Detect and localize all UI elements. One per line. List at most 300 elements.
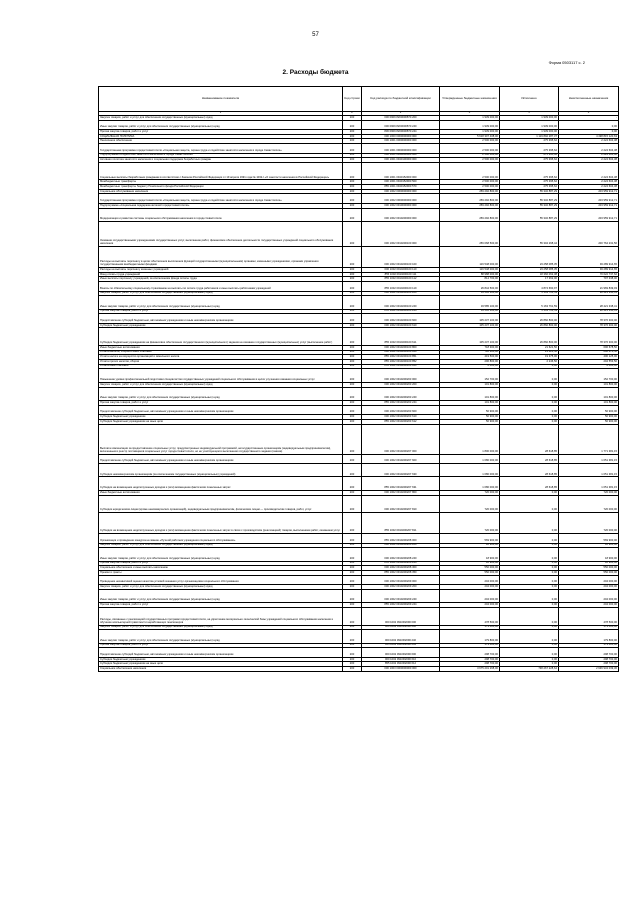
row-code: 200 (343, 323, 362, 328)
row-code: 200 (343, 415, 362, 420)
row-approved: 2 500 000,00 (440, 139, 500, 144)
table-row (99, 424, 619, 454)
row-unexecuted: 78 376 300,00 (559, 314, 619, 323)
row-code: 200 (343, 158, 362, 163)
row-unexecuted: 1 051 381,15 (559, 477, 619, 491)
row-classification: 855 1002 0910200203 612 (362, 419, 440, 424)
row-name: Закупка товаров, работ и услуг для обеспечения государственных (муниципальных) нужд (99, 625, 343, 630)
row-classification: 000 1000 0000000000 000 (362, 134, 440, 139)
row-approved: 720 000,00 (440, 495, 500, 513)
row-classification: 000 1002 0910200203 600 (362, 405, 440, 414)
row-code: 200 (343, 120, 362, 129)
row-unexecuted: 179 800,00 (559, 643, 619, 648)
row-approved: 1 080 000,00 (440, 463, 500, 477)
row-executed: 23 258 085,35 (500, 247, 559, 268)
row-name: Закупка товаров, работ и услуг для обеспечения государственных (муниципальных) нужд (99, 382, 343, 387)
row-classification: 000 1002 0910200209 240 (362, 589, 440, 603)
row-executed: 0,00 (500, 625, 559, 630)
row-approved: 256 068 500,00 (440, 222, 500, 247)
row-unexecuted: 797 338,00 (559, 277, 619, 282)
table-row (99, 667, 619, 672)
row-classification: 000 0909 8200000870 240 (362, 120, 440, 129)
row-approved: 105 237 100,00 (440, 323, 500, 328)
row-name: Расходы на выплаты персоналу казенных учреждений (99, 268, 343, 273)
row-name: Уплата иных платежей (99, 364, 343, 369)
column-number: 6 (559, 112, 619, 116)
row-unexecuted: 28 421 338,41 (559, 291, 619, 296)
row-name: Социальное обеспечение населения (99, 667, 343, 672)
row-classification: 855 1002 0910200208 350 (362, 571, 440, 576)
row-approved: 298 700,00 (440, 662, 500, 667)
row-unexecuted: 2 224 604,38 (559, 162, 619, 180)
row-executed: 55 332 887,29 (500, 203, 559, 208)
row-code: 200 (343, 291, 362, 296)
row-classification: 000 1001 0900000000 000 (362, 144, 440, 153)
row-executed: 0,00 (500, 405, 559, 414)
row-unexecuted: 720 000,00 (559, 495, 619, 513)
table-row (99, 208, 619, 222)
row-name: Социальное обслуживание населения (99, 189, 343, 194)
row-classification: 000 1002 0910200100 800 (362, 345, 440, 350)
row-executed: 55 332 887,29 (500, 194, 559, 203)
row-unexecuted: 2 224 604,38 (559, 139, 619, 144)
row-approved: 259 292 800,00 (440, 194, 500, 203)
row-code: 200 (343, 454, 362, 463)
row-classification: 000 1002 0900000000 000 (362, 194, 440, 203)
row-name: Иные закупки товаров, работ и услуг для обеспечения государственных (муниципальных) нужд (99, 120, 343, 129)
row-executed: 275 395,62 (500, 180, 559, 185)
row-executed: 0,00 (500, 401, 559, 406)
column-number: 2 (343, 112, 362, 116)
row-approved: 298 700,00 (440, 648, 500, 657)
row-unexecuted: 203 959 912,71 (559, 189, 619, 194)
row-name: Иные бюджетные ассигнования (99, 490, 343, 495)
row-classification: 000 1002 0910200203 240 (362, 387, 440, 401)
row-executed: 0,00 (500, 495, 559, 513)
row-executed: 28 618,85 (500, 463, 559, 477)
row-approved: 1 080 000,00 (440, 454, 500, 463)
row-unexecuted: 50 900,00 (559, 405, 619, 414)
row-name: Иные выплаты персоналу учреждений, за исключением фонда оплаты труда (99, 277, 343, 282)
row-executed: 0,00 (500, 566, 559, 571)
row-unexecuted: 28 421 338,41 (559, 296, 619, 310)
row-approved: 33 585 100,00 (440, 296, 500, 310)
row-name: Прочая закупка товаров, работ и услуг (99, 603, 343, 608)
row-executed: 275 395,62 (500, 144, 559, 153)
row-name: Премии и гранты (99, 571, 343, 576)
row-name: Фонд оплаты труда учреждений (99, 272, 343, 277)
table-row (99, 162, 619, 180)
row-classification: 000 1002 0910200207 000 (362, 424, 440, 454)
row-code: 200 (343, 277, 362, 282)
row-approved: 1 939 000,00 (440, 130, 500, 135)
row-unexecuted: 204 000,00 (559, 585, 619, 590)
row-approved: 33 585 100,00 (440, 309, 500, 314)
table-row (99, 575, 619, 584)
row-classification: 000 1002 0910200203 200 (362, 382, 440, 387)
row-code: 200 (343, 328, 362, 346)
row-unexecuted: 78 376 300,00 (559, 328, 619, 346)
row-executed: 0,00 (500, 548, 559, 562)
row-approved: 101 800,00 (440, 382, 500, 387)
row-unexecuted: 1 051 381,15 (559, 454, 619, 463)
row-code: 200 (343, 144, 362, 153)
row-executed: 55 304 268,44 (500, 222, 559, 247)
table-row (99, 463, 619, 477)
row-unexecuted: 2 936 934 039,36 (559, 667, 619, 672)
row-executed: 1 939 000,00 (500, 120, 559, 129)
row-executed: 0,00 (500, 364, 559, 369)
row-unexecuted: 78 376 300,00 (559, 323, 619, 328)
table-row (99, 296, 619, 310)
row-approved: 2 500 000,00 (440, 180, 500, 185)
row-name: Социальное обеспечение и иные выплаты населению (99, 566, 343, 571)
row-unexecuted: 203 959 912,71 (559, 208, 619, 222)
row-executed: 21 621,50 (500, 350, 559, 355)
row-classification: 000 1001 0940100000 000 (362, 158, 440, 163)
row-classification: 855 1002 0910200100 119 (362, 282, 440, 291)
header-executed: Исполнено (500, 87, 559, 112)
row-unexecuted: 298 700,00 (559, 648, 619, 657)
row-approved: 1 939 000,00 (440, 120, 500, 129)
row-classification: 000 1002 0910200209 200 (362, 585, 440, 590)
row-name: Прочая закупка товаров, работ и услуг (99, 309, 343, 314)
row-code: 200 (343, 667, 362, 672)
row-classification: 000 1002 0910200100 200 (362, 291, 440, 296)
row-classification: 855 1002 0910200208 000 (362, 534, 440, 543)
row-approved: 2 500 000,00 (440, 144, 500, 153)
row-approved: 720 000,00 (440, 513, 500, 534)
table-row (99, 589, 619, 603)
row-unexecuted: 298 700,00 (559, 662, 619, 667)
row-classification: 855 1002 0910200208 244 (362, 561, 440, 566)
row-code: 200 (343, 247, 362, 268)
row-code: 200 (343, 657, 362, 662)
table-row (99, 534, 619, 543)
row-approved: 259 292 800,00 (440, 203, 500, 208)
row-name: Субсидии бюджетным учреждениям на финансовое обеспечение государственного (муниципального) задания на оказание государственных (муниципальных) услуг (выполнение работ) (99, 328, 343, 346)
row-executed: 1 939 000,00 (500, 116, 559, 121)
row-unexecuted: 2 000,00 (559, 364, 619, 369)
row-unexecuted: 1 051 381,15 (559, 463, 619, 477)
row-classification: 000 1001 0940000000 000 (362, 153, 440, 158)
table-row (99, 120, 619, 129)
row-approved: 50 900,00 (440, 405, 500, 414)
row-code: 200 (343, 282, 362, 291)
row-code: 200 (343, 643, 362, 648)
row-classification: 000 1002 0910200208 200 (362, 543, 440, 548)
table-row (99, 454, 619, 463)
row-code: 200 (343, 477, 362, 491)
row-executed: 1 119 892 287,37 (500, 134, 559, 139)
table-row (99, 194, 619, 203)
row-name: Пенсионное обеспечение (99, 139, 343, 144)
row-unexecuted: 4 498 815 120,63 (559, 134, 619, 139)
row-code: 200 (343, 180, 362, 185)
row-classification: 000 1002 0910000000 000 (362, 203, 440, 208)
row-classification: 000 1002 0910R2090 000 (362, 608, 440, 626)
row-approved: 50 900,00 (440, 415, 500, 420)
row-executed: 2 246,50 (500, 360, 559, 365)
row-code: 200 (343, 608, 362, 626)
row-classification: 000 0909 8200000870 200 (362, 116, 440, 121)
header-classification: Код расхода по бюджетной классификации (362, 87, 440, 112)
row-code: 200 (343, 309, 362, 314)
row-approved: 259 292 800,00 (440, 189, 500, 194)
row-name: СОЦИАЛЬНАЯ ПОЛИТИКА (99, 134, 343, 139)
row-name: Организация и проведение конкурса на звание «Лучший работник учреждения социального обслуживания» (99, 534, 343, 543)
row-classification: 806 0909 8200000870 244 (362, 130, 440, 135)
row-executed: 4 874 660,97 (500, 282, 559, 291)
row-unexecuted: 50 900,00 (559, 419, 619, 424)
row-name: Прочая закупка товаров, работ и услуг (99, 401, 343, 406)
row-code: 200 (343, 208, 362, 222)
row-name: Предоставление субсидий бюджетным, автономным учреждениям и иным некоммерческим организациям (99, 454, 343, 463)
row-name: Выплата компенсации за предоставление социальных услуг, предусмотренных индивидуальной программой, негосударственным организациям (индивидуальным предпринимателям), включенным в реестр поставщиков социальных услуг города Севастополя, но не участвующим в выполнении государственного задания (заказа) (99, 424, 343, 454)
row-code: 200 (343, 134, 362, 139)
row-classification: 000 1002 0910200203 000 (362, 369, 440, 383)
row-name: Взносы по обязательному социальному страхованию на выплаты по оплате труда работников и иные выплаты работникам учреждений (99, 282, 343, 291)
row-code: 200 (343, 272, 362, 277)
row-executed: 275 395,62 (500, 153, 559, 158)
row-name: Государственная программа города Севастополя «Социальная защита, охрана труда и содействие занятости населения в городе Севастополе» (99, 144, 343, 153)
row-executed: 28 618,85 (500, 424, 559, 454)
row-name: Государственная программа города Севастополя «Социальная защита, охрана труда и содействие занятости населения в городе Севастополе» (99, 194, 343, 203)
row-approved: 204 000,00 (440, 575, 500, 584)
row-classification: 855 1002 0910200100 112 (362, 277, 440, 282)
header-name: Наименование показателя (99, 87, 343, 112)
row-approved: 50 900,00 (440, 419, 500, 424)
row-classification: 000 1002 0910200203 610 (362, 415, 440, 420)
row-code: 200 (343, 364, 362, 369)
row-classification: 000 1002 0910200100 000 (362, 222, 440, 247)
row-name: Иные закупки товаров, работ и услуг для обеспечения государственных (муниципальных) нужд (99, 630, 343, 644)
row-executed: 0,00 (500, 589, 559, 603)
row-code: 200 (343, 185, 362, 190)
row-name: Подпрограмма «Содействие занятости населения в городе Севастополе» (99, 153, 343, 158)
row-code: 200 (343, 189, 362, 194)
row-code: 200 (343, 513, 362, 534)
row-code: 200 (343, 314, 362, 323)
row-name: Прочая закупка товаров, работ и услуг (99, 561, 343, 566)
row-executed: 19 375,00 (500, 355, 559, 360)
row-name: Иные закупки товаров, работ и услуг для обеспечения государственных (муниципальных) нужд (99, 387, 343, 401)
row-classification: 000 1002 0910200209 000 (362, 575, 440, 584)
row-classification: 855 1002 0910200100 244 (362, 309, 440, 314)
row-name: Субсидии некоммерческим организациям (за исключением государственных (муниципальных) учреждений) (99, 463, 343, 477)
row-classification: 855 1002 0910R2090 244 (362, 643, 440, 648)
row-code: 200 (343, 490, 362, 495)
row-executed: 0,00 (500, 643, 559, 648)
row-executed: 0,00 (500, 657, 559, 662)
row-classification: 000 1002 0910200208 240 (362, 548, 440, 562)
row-approved: 5 618 307 408,00 (440, 134, 500, 139)
table-header-row (99, 87, 619, 112)
table-row (99, 328, 619, 346)
row-name: Подпрограмма «Социальная поддержка жителей города Севастополя» (99, 203, 343, 208)
table-row (99, 608, 619, 626)
row-unexecuted: 93 289 914,65 (559, 247, 619, 268)
row-approved: 259 292 800,00 (440, 208, 500, 222)
row-approved: 569 900,00 (440, 534, 500, 543)
row-classification: 000 1002 0910R2090 200 (362, 625, 440, 630)
row-approved: 116 548 000,00 (440, 247, 500, 268)
row-approved: 2 500 000,00 (440, 185, 500, 190)
table-row (99, 405, 619, 414)
row-name: Предоставление субсидий бюджетным, автономным учреждениям и иным некоммерческим организациям (99, 314, 343, 323)
table-row (99, 477, 619, 491)
row-unexecuted: 179 800,00 (559, 625, 619, 630)
row-approved: 179 800,00 (440, 625, 500, 630)
row-name: Иные бюджетные ассигнования (99, 345, 343, 350)
row-name: Иные закупки товаров, работ и услуг для обеспечения государственных (муниципальных) нужд (99, 548, 343, 562)
row-executed: 0,00 (500, 575, 559, 584)
row-code: 200 (343, 561, 362, 566)
row-executed: 55 332 887,29 (500, 208, 559, 222)
row-name: Уплата прочих налогов, сборов (99, 360, 343, 365)
row-unexecuted: 720 000,00 (559, 490, 619, 495)
row-executed: 0,00 (500, 543, 559, 548)
row-unexecuted: 152 700,00 (559, 369, 619, 383)
row-code: 200 (343, 571, 362, 576)
row-approved: 2 500 000,00 (440, 158, 500, 163)
column-number: 4 (440, 112, 500, 116)
row-name: Оказание государственными учреждениями государственных услуг, выполнение работ, финансовое обеспечение деятельности государственных учреждений социального обслуживания населения (99, 222, 343, 247)
row-unexecuted: 0,00 (559, 130, 619, 135)
table-row (99, 513, 619, 534)
row-code: 200 (343, 116, 362, 121)
header-approved: Утвержденные бюджетные назначения (440, 87, 500, 112)
row-classification: 000 1002 0910200100 610 (362, 323, 440, 328)
row-code: 200 (343, 130, 362, 135)
row-executed: 26 860 800,00 (500, 328, 559, 346)
row-unexecuted: 204 000,00 (559, 589, 619, 603)
row-name: Предоставление субсидий бюджетным, автономным учреждениям и иным некоммерческим организациям (99, 648, 343, 657)
row-name: Субсидии бюджетным учреждениям (99, 657, 343, 662)
row-executed: 0,00 (500, 608, 559, 626)
row-unexecuted: 18 900,00 (559, 561, 619, 566)
row-unexecuted: 2 224 604,38 (559, 144, 619, 153)
row-code: 200 (343, 360, 362, 365)
row-unexecuted: 696 678,50 (559, 350, 619, 355)
row-code: 200 (343, 296, 362, 310)
row-unexecuted: 50 900,00 (559, 415, 619, 420)
row-classification: 000 1001 0940152900 500 (362, 180, 440, 185)
row-executed: 0,00 (500, 603, 559, 608)
row-approved: 33 585 100,00 (440, 291, 500, 296)
row-executed: 0,00 (500, 630, 559, 644)
header-unexecuted: Неисполненные назначения (559, 87, 619, 112)
row-unexecuted: 0,00 (559, 120, 619, 129)
row-name: Субсидии юридическим лицам (кроме некоммерческих организаций), индивидуальным предпринимателям, физическим лицам — производителям товаров, работ, услуг (99, 495, 343, 513)
row-approved: 105 237 100,00 (440, 328, 500, 346)
row-classification: 000 1002 0910200207 630 (362, 463, 440, 477)
row-executed: 0,00 (500, 534, 559, 543)
row-code: 200 (343, 630, 362, 644)
row-classification: 000 1002 0910200100 850 (362, 350, 440, 355)
row-unexecuted: 18 900,00 (559, 543, 619, 548)
row-executed: 0,00 (500, 571, 559, 576)
row-code: 200 (343, 495, 362, 513)
row-name: Закупка товаров, работ и услуг для обеспечения государственных (муниципальных) нужд (99, 543, 343, 548)
row-classification: 855 1002 0910200100 853 (362, 364, 440, 369)
table-row (99, 630, 619, 644)
row-approved: 720 000,00 (440, 490, 500, 495)
row-unexecuted: 203 959 912,71 (559, 194, 619, 203)
row-code: 200 (343, 382, 362, 387)
row-executed: 5 163 761,59 (500, 291, 559, 296)
row-name: Закупка товаров, работ и услуг для обеспечения государственных (муниципальных) нужд (99, 116, 343, 121)
row-executed: 0,00 (500, 419, 559, 424)
row-unexecuted: 1 771 381,15 (559, 424, 619, 454)
row-classification: 855 1002 0910200100 852 (362, 360, 440, 365)
row-code: 200 (343, 153, 362, 158)
column-number: 5 (500, 112, 559, 116)
row-unexecuted: 93 289 914,65 (559, 268, 619, 273)
section-title: 2. Расходы бюджета (282, 69, 349, 76)
row-executed: 26 860 800,00 (500, 323, 559, 328)
row-executed: 23 258 085,35 (500, 268, 559, 273)
row-code: 200 (343, 162, 362, 180)
row-code: 200 (343, 543, 362, 548)
table-row (99, 144, 619, 153)
row-code: 200 (343, 585, 362, 590)
row-classification: 855 1002 0910200207 631 (362, 477, 440, 491)
row-executed: 0,00 (500, 415, 559, 420)
row-approved: 88 988 000,00 (440, 272, 500, 277)
row-unexecuted: 720 000,00 (559, 513, 619, 534)
row-executed: 0,00 (500, 585, 559, 590)
row-classification: 855 1002 0910200209 244 (362, 603, 440, 608)
row-approved: 550 000,00 (440, 571, 500, 576)
row-name: Субсидии на возмещение недополученных доходов и (или) возмещение фактически понесенных затрат в связи с производством (реализацией) товаров, выполнением работ, оказанием услуг (99, 513, 343, 534)
row-executed: 28 618,85 (500, 477, 559, 491)
row-approved: 3 675 201 268,00 (440, 667, 500, 672)
row-approved: 296 800,00 (440, 360, 500, 365)
row-approved: 26 844 500,00 (440, 282, 500, 291)
row-approved: 298 700,00 (440, 657, 500, 662)
row-code: 200 (343, 194, 362, 203)
column-number: 1 (99, 112, 343, 116)
row-classification: 000 1002 0910R2090 240 (362, 630, 440, 644)
row-approved: 718 300,00 (440, 345, 500, 350)
row-unexecuted: 298 700,00 (559, 657, 619, 662)
row-unexecuted: 400 125,00 (559, 355, 619, 360)
row-name: Уплата налогов, сборов и иных платежей (99, 350, 343, 355)
row-approved: 179 800,00 (440, 643, 500, 648)
column-number: 3 (362, 112, 440, 116)
row-executed: 0,00 (500, 490, 559, 495)
row-unexecuted: 101 800,00 (559, 382, 619, 387)
row-classification: 855 1002 0910R2090 612 (362, 662, 440, 667)
row-name: Субсидии на возмещение недополученных доходов и (или) возмещение фактически понесенных затрат (99, 477, 343, 491)
row-classification: 000 1002 0910200100 600 (362, 314, 440, 323)
row-code: 200 (343, 387, 362, 401)
table-row (99, 369, 619, 383)
row-classification: 000 1002 0910200207 810 (362, 495, 440, 513)
row-approved: 204 000,00 (440, 603, 500, 608)
table-row (99, 387, 619, 401)
row-approved: 814 700,00 (440, 277, 500, 282)
row-name: Субсидии бюджетным учреждениям (99, 323, 343, 328)
row-approved: 152 700,00 (440, 369, 500, 383)
page-number: 57 (312, 32, 319, 38)
row-name: Межбюджетные трансферты (99, 180, 343, 185)
row-classification: 855 1001 0940152900 570 (362, 185, 440, 190)
row-approved: 101 800,00 (440, 401, 500, 406)
row-unexecuted: 2 224 604,38 (559, 180, 619, 185)
row-name: Прочая закупка товаров, работ и услуг (99, 130, 343, 135)
